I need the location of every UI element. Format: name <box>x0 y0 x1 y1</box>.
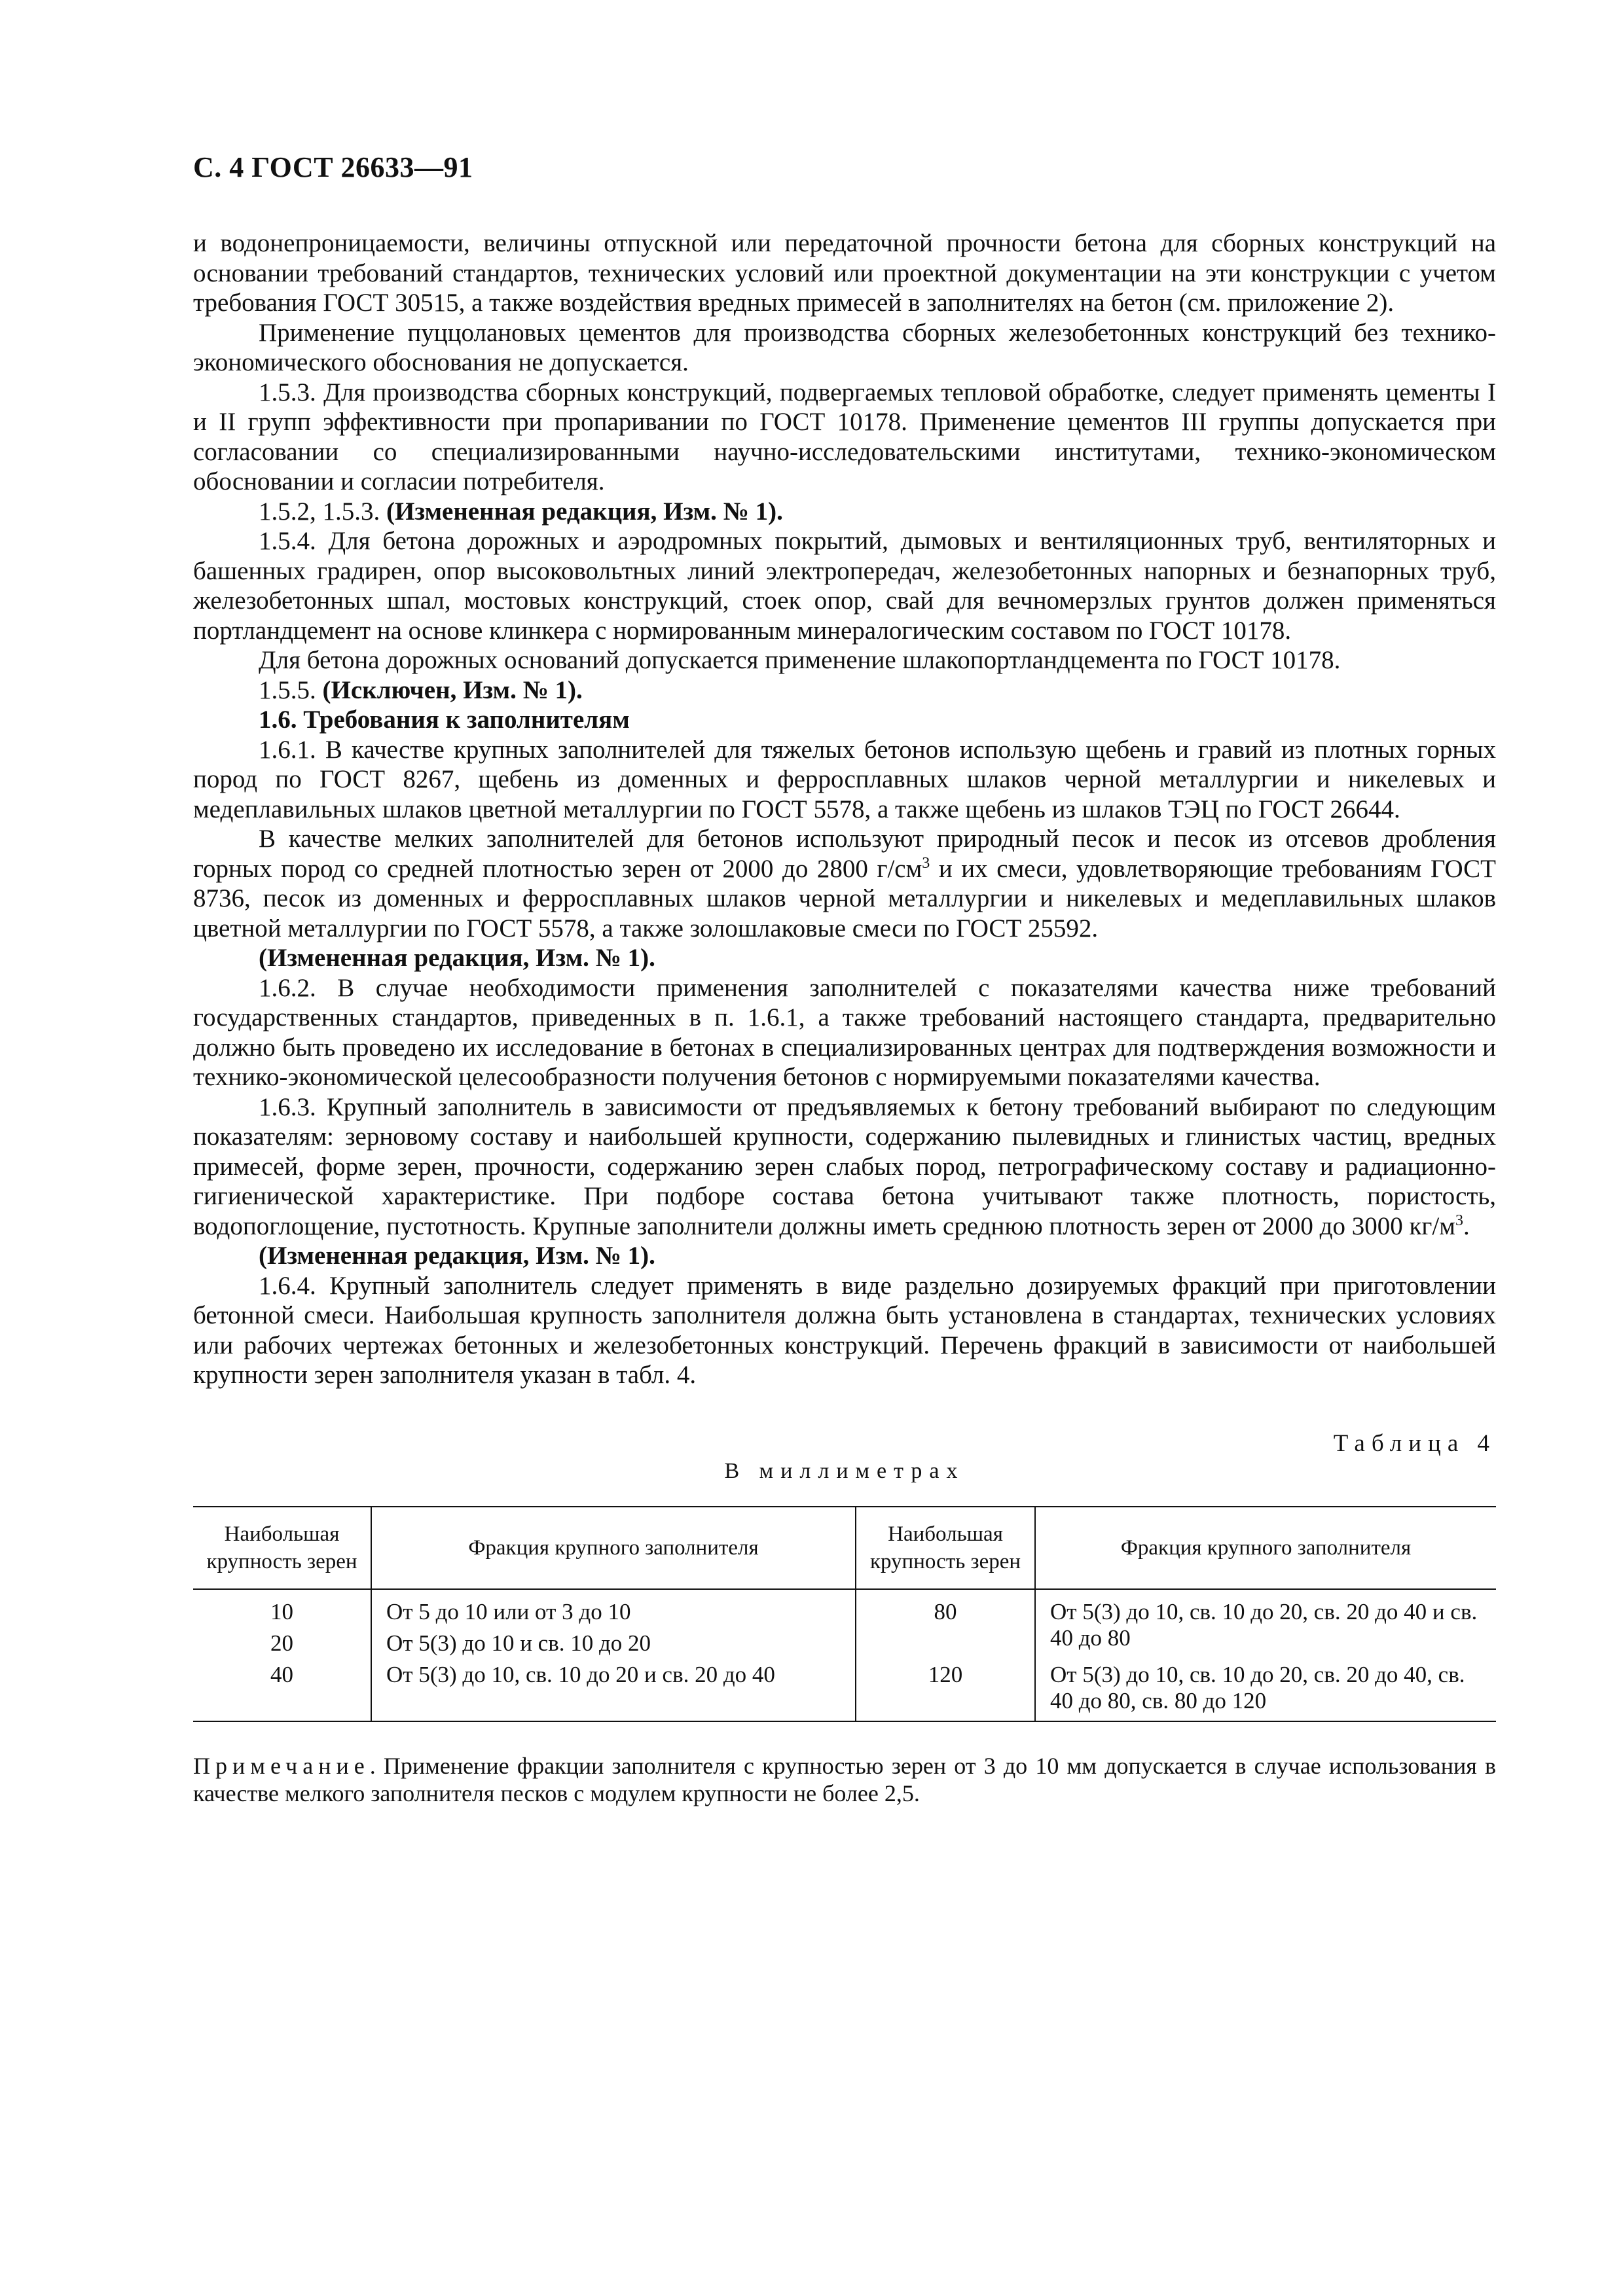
table-cell: От 5(3) до 10, св. 10 до 20 и св. 20 до 40 <box>371 1659 856 1721</box>
paragraph-1-6-4: 1.6.4. Крупный заполнитель следует применять в виде раздельно дозируемых фракций при приготовлении бетонной смеси. Наибольшая крупность заполнителя должна быть установлена в стандартах, технических условиях или рабочих чертежах бетонных и железобетонных конструкций. Перечень фракций в зависимости от наибольшей крупности зерен заполнителя указан в табл. 4. <box>193 1271 1496 1389</box>
table-cell: От 5(3) до 10 и св. 10 до 20 <box>371 1628 856 1659</box>
table-caption: Таблица 4 <box>1333 1429 1496 1457</box>
table-cell: 40 <box>193 1659 371 1721</box>
table-units: В миллиметрах <box>724 1458 965 1483</box>
table-cell: От 5(3) до 10, св. 10 до 20, св. 20 до 40, св. 40 до 80, св. 80 до 120 <box>1035 1659 1496 1721</box>
table-header-cell: Наибольшая крупность зерен <box>193 1507 371 1589</box>
table-cell: 10 <box>270 1598 293 1624</box>
paragraph-1-6-3 <box>193 1092 1496 1242</box>
paragraph: и водонепроницаемости, величины отпускной или передаточной прочности бетона для сборных конструкций на основании требований стандартов, технических условий или проектной документации на эти конструкции с учетом требования ГОСТ 30515, а также воздействия вредных примесей в заполнителях на бетон (см. приложение 2). <box>193 229 1496 317</box>
superscript: 3 <box>1455 1211 1463 1229</box>
clause-excluded: (Исключен, Изм. № 1). <box>322 675 583 704</box>
amendment-note <box>193 497 1496 527</box>
page-header: С. 4 ГОСТ 26633—91 <box>193 151 473 183</box>
paragraph-1-5-4: 1.5.4. Для бетона дорожных и аэродромных покрытий, дымовых и вентиляционных труб, вентиляторных и башенных градирен, опор высоковольтных линий электропередач, железобетонных напорных и безнапорных труб, железобетонных шпал, мостовых конструкций, стоек опор, свай для вечномерзлых грунтов должен применяться портландцемент на основе клинкера с нормированным минералогическим составом по ГОСТ 10178. <box>193 527 1496 645</box>
superscript: 3 <box>922 854 930 872</box>
table-cell: От 5(3) до 10, св. 10 до 20, св. 20 до 40 и св. 40 до 80 <box>1035 1589 1496 1659</box>
table-cell: 120 <box>856 1659 1035 1721</box>
text-run: 1.6.3. Крупный заполнитель в зависимости от предъявляемых к бетону требований выбирают по следующим показателям: зерновому составу и наибольшей крупности, содержанию пылевидных и глинистых частиц, вредных примесей, форме зерен, прочности, содержанию зерен слабых пород, петрографическому составу и радиационно-гигиенической характеристике. При подборе состава бетона учитывают также плотность, пористость, водопоглощение, пустотность. Крупные заполнители должны иметь среднюю плотность зерен от 2000 до 3000 кг/м <box>193 1092 1496 1240</box>
paragraph-1-5-3: 1.5.3. Для производства сборных конструкций, подвергаемых тепловой обработке, следует применять цементы I и II групп эффективности при пропаривании по ГОСТ 10178. Применение цементов III группы допускается при согласовании со специализированными научно-исследовательскими институтами, технико-экономическом обосновании и согласии потребителя. <box>193 378 1496 495</box>
paragraph: Применение пуццолановых цементов для производства сборных железобетонных конструкций без технико-экономического обоснования не допускается. <box>193 318 1496 376</box>
table-row <box>193 1659 1496 1721</box>
paragraph-1-6-1: 1.6.1. В качестве крупных заполнителей для тяжелых бетонов использую щебень и гравий из плотных горных пород по ГОСТ 8267, щебень из доменных и ферросплавных шлаков черной металлургии и никелевых и медеплавильных шлаков цветной металлургии по ГОСТ 5578, а также щебень из шлаков ТЭЦ по ГОСТ 26644. <box>193 735 1496 823</box>
paragraph-fine-aggregates <box>193 824 1496 943</box>
table-note <box>193 1752 1496 1807</box>
amendment-note: (Измененная редакция, Изм. № 1). <box>259 1242 655 1270</box>
clause-prefix: 1.5.5. <box>259 675 323 704</box>
section-heading-1-6: 1.6. Требования к заполнителям <box>259 706 630 734</box>
note-text: . Применение фракции заполнителя с крупностью зерен от 3 до 10 мм допускается в случае использования в качестве мелкого заполнителя песков с модулем крупности не более 2,5. <box>193 1752 1496 1806</box>
amendment-bold: (Измененная редакция, Изм. № 1). <box>386 497 783 526</box>
amendment-note: (Измененная редакция, Изм. № 1). <box>259 944 655 972</box>
fractions-table <box>193 1506 1496 1722</box>
table-row <box>193 1589 1496 1628</box>
text-run: . <box>1463 1211 1470 1240</box>
table-cell: 20 <box>270 1630 293 1656</box>
paragraph-1-5-5 <box>193 675 1496 706</box>
table-header-cell: Наибольшая крупность зерен <box>856 1507 1035 1589</box>
table-header-cell: Фракция крупного заполнителя <box>1035 1507 1496 1589</box>
table-cell: От 5 до 10 или от 3 до 10 <box>371 1589 856 1628</box>
paragraph-road-base: Для бетона дорожных оснований допускается применение шлакопортландцемента по ГОСТ 10178. <box>259 646 1341 674</box>
table-header-row <box>193 1507 1496 1589</box>
table-header-cell: Фракция крупного заполнителя <box>371 1507 856 1589</box>
table-cell: 80 <box>856 1589 1035 1659</box>
note-label: Примечание <box>193 1752 370 1779</box>
amendment-prefix: 1.5.2, 1.5.3. <box>259 497 386 526</box>
paragraph-1-6-2: 1.6.2. В случае необходимости применения заполнителей с показателями качества ниже требований государственных стандартов, приведенных в п. 1.6.1, а также требований настоящего стандарта, предварительно должно быть проведено их исследование в бетонах в специализированных центрах для подтверждения возможности и технико-экономической целесообразности получения бетонов с нормируемыми показателями качества. <box>193 973 1496 1091</box>
text-run: В качестве мелких заполнителей для бетонов используют природный песок и песок из отсевов дробления горных пород со средней плотностью зерен от 2000 до 2800 г/см <box>193 825 1496 883</box>
document-page <box>193 151 1496 1831</box>
text-run: и их смеси, удовлетворяющие требованиям ГОСТ 8736, песок из доменных и ферросплавных шлаков черной металлургии и никелевых и медеплавильных шлаков цветной металлургии по ГОСТ 5578, а также золошлаковые смеси по ГОСТ 25592. <box>193 854 1496 942</box>
